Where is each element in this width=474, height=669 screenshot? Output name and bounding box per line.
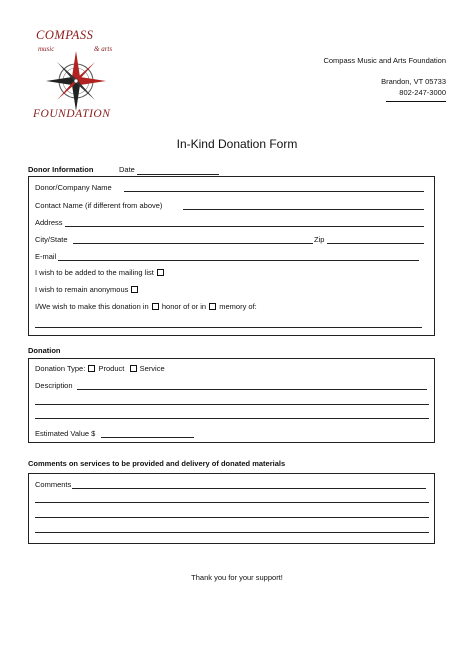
anonymous-row xyxy=(35,285,139,295)
address-label: Address xyxy=(35,218,63,227)
donor-name-label: Donor/Company Name xyxy=(35,183,112,192)
donation-type-row xyxy=(35,364,165,374)
honor-checkbox[interactable] xyxy=(152,303,159,310)
estimated-value-field[interactable] xyxy=(101,437,194,438)
address-field[interactable] xyxy=(65,226,424,227)
thank-you-message: Thank you for your support! xyxy=(191,573,283,582)
org-name: Compass Music and Arts Foundation xyxy=(323,56,446,65)
logo-text-compass: COMPASS xyxy=(36,28,94,42)
description-line-3[interactable] xyxy=(35,418,429,419)
comments-label: Comments xyxy=(35,480,72,489)
anonymous-checkbox[interactable] xyxy=(131,286,138,293)
honor-text-b: honor of or in xyxy=(161,302,207,311)
comments-field[interactable] xyxy=(72,488,426,489)
zip-field[interactable] xyxy=(327,243,424,244)
mailing-list-row xyxy=(35,268,165,278)
honor-memory-field[interactable] xyxy=(35,327,422,328)
honor-text-a: I/We wish to make this donation in xyxy=(35,302,149,311)
comments-line-2[interactable] xyxy=(35,502,429,503)
product-checkbox[interactable] xyxy=(88,365,95,372)
donor-section-label: Donor Information xyxy=(28,165,94,174)
service-label: Service xyxy=(139,364,165,373)
product-label: Product xyxy=(98,364,125,373)
description-line-2[interactable] xyxy=(35,404,429,405)
city-state-label: City/State xyxy=(35,235,68,244)
description-label: Description xyxy=(35,381,73,390)
comments-line-3[interactable] xyxy=(35,517,429,518)
date-label: Date xyxy=(119,165,135,174)
donor-name-field[interactable] xyxy=(124,191,424,192)
email-label: E-mail xyxy=(35,252,57,261)
compass-rose-icon xyxy=(45,50,107,112)
org-phone: 802-247-3000 xyxy=(399,88,446,97)
zip-label: Zip xyxy=(314,235,325,244)
honor-memory-row xyxy=(35,302,257,312)
donation-type-label: Donation Type: xyxy=(35,364,86,373)
donor-info-box xyxy=(28,176,435,336)
logo-text-music: music xyxy=(38,45,55,53)
comments-section-label: Comments on services to be provided and delivery of donated materials xyxy=(28,459,286,468)
service-checkbox[interactable] xyxy=(130,365,137,372)
donation-section-label: Donation xyxy=(28,346,61,355)
anonymous-label: I wish to remain anonymous xyxy=(35,285,129,294)
org-city: Brandon, VT 05733 xyxy=(381,77,446,86)
description-field[interactable] xyxy=(77,389,427,390)
comments-line-4[interactable] xyxy=(35,532,429,533)
email-field[interactable] xyxy=(58,260,419,261)
logo-text-foundation: FOUNDATION xyxy=(33,108,111,120)
memory-checkbox[interactable] xyxy=(209,303,216,310)
honor-text-c: memory of: xyxy=(219,302,257,311)
city-state-field[interactable] xyxy=(73,243,313,244)
mailing-list-checkbox[interactable] xyxy=(157,269,164,276)
estimated-value-label: Estimated Value $ xyxy=(35,429,96,438)
mailing-list-label: I wish to be added to the mailing list xyxy=(35,268,154,277)
address-divider xyxy=(386,101,446,102)
page-title: In-Kind Donation Form xyxy=(176,137,298,151)
contact-name-label: Contact Name (if different from above) xyxy=(35,201,163,210)
comments-box xyxy=(28,473,435,544)
contact-name-field[interactable] xyxy=(183,209,424,210)
logo-text-arts: & arts xyxy=(94,45,113,53)
date-field[interactable] xyxy=(137,174,219,175)
